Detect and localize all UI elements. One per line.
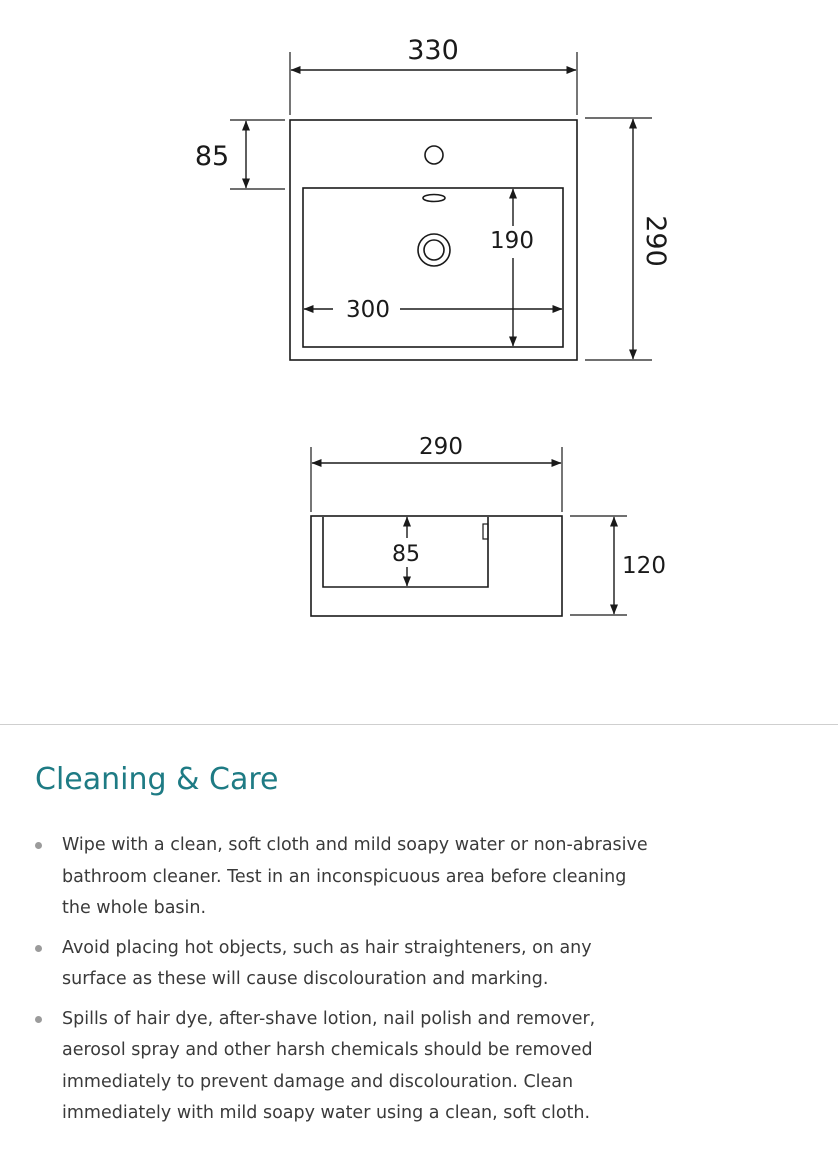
care-item-text: Avoid placing hot objects, such as hair straighteners, on any surface as these will cause discolouration and marking. [62,937,592,989]
top-view [230,52,652,360]
waste-outlet-inner [424,240,444,260]
bullet-icon [35,945,42,952]
dim-label-300: 300 [346,297,390,323]
overflow-slot [423,195,445,202]
cleaning-care-section [35,760,655,1138]
dim-label-330: 330 [407,35,459,66]
bullet-icon [35,1016,42,1023]
dim-label-290-side: 290 [419,434,463,460]
dim-label-190: 190 [490,228,534,254]
care-list-item [35,830,655,925]
dim-label-120: 120 [622,553,666,579]
section-divider [0,724,838,725]
tap-hole [425,146,443,164]
care-list-item [35,1004,655,1130]
section-title: Cleaning & Care [35,762,279,797]
care-instructions-list [35,830,655,1130]
care-list-item [35,933,655,996]
dim-label-85-side: 85 [392,542,420,567]
basin-outline-side [311,516,562,616]
dim-label-85-top: 85 [194,141,230,172]
bullet-icon [35,842,42,849]
care-item-text: Wipe with a clean, soft cloth and mild soapy water or non-abrasive bathroom cleaner. Test in an inconspicuous area before cleaning the whole basin. [62,835,648,918]
side-view [311,447,627,616]
care-item-text: Spills of hair dye, after-shave lotion, nail polish and remover, aerosol spray and other harsh chemicals should be removed immediately to prevent damage and discolouration. Clean immediately with mild soapy water using a clean, soft cloth. [62,1008,596,1123]
waste-outlet-outer [418,234,450,266]
bowl-outline-top [303,188,563,347]
dim-label-290-depth: 290 [640,215,671,267]
